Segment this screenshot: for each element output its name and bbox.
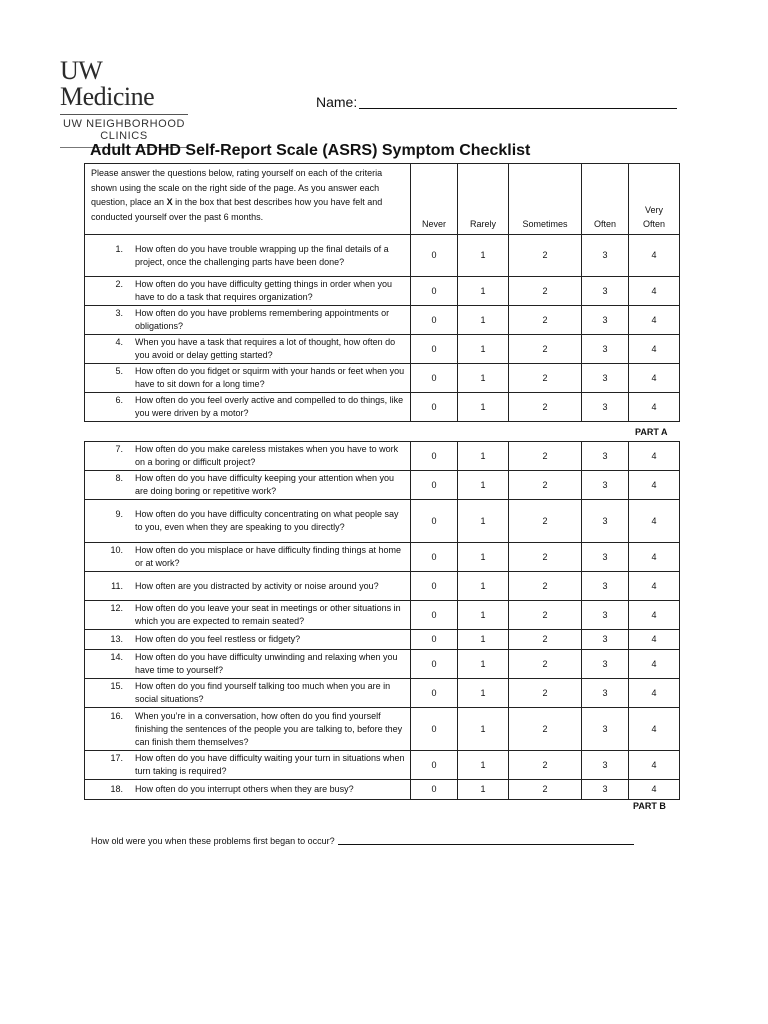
- answer-cell-often[interactable]: 3: [582, 780, 629, 800]
- answer-cell-never[interactable]: 0: [411, 572, 458, 601]
- answer-cell-often[interactable]: 3: [582, 393, 629, 422]
- part-b-table: [84, 441, 680, 800]
- answer-cell-sometimes[interactable]: 2: [509, 277, 582, 306]
- answer-cell-never[interactable]: 0: [411, 780, 458, 800]
- answer-cell-sometimes[interactable]: 2: [509, 650, 582, 679]
- question-row: [85, 708, 680, 751]
- answer-cell-rarely[interactable]: 1: [458, 364, 509, 393]
- question-row: [85, 442, 680, 471]
- answer-cell-very-often[interactable]: 4: [629, 235, 680, 277]
- header-rarely: Rarely: [458, 164, 509, 235]
- answer-cell-very-often[interactable]: 4: [629, 630, 680, 650]
- answer-cell-never[interactable]: 0: [411, 708, 458, 751]
- question-text: How often do you have difficulty keeping your attention when you are doing boring or repetitive work?: [135, 473, 395, 496]
- question-cell: [85, 393, 411, 422]
- answer-cell-often[interactable]: 3: [582, 442, 629, 471]
- question-number: 3.: [115, 308, 123, 318]
- question-text: How often do you have problems remembering appointments or obligations?: [135, 308, 390, 331]
- answer-cell-very-often[interactable]: 4: [629, 500, 680, 543]
- answer-cell-never[interactable]: 0: [411, 335, 458, 364]
- question-cell: [85, 500, 411, 543]
- question-row: [85, 780, 680, 800]
- answer-cell-never[interactable]: 0: [411, 235, 458, 277]
- question-text: How often do you interrupt others when they are busy?: [135, 784, 354, 794]
- question-text: How often do you make careless mistakes when you have to work on a boring or difficult project?: [135, 444, 399, 467]
- header-row: [85, 164, 680, 235]
- answer-cell-very-often[interactable]: 4: [629, 335, 680, 364]
- question-number: 9.: [115, 509, 123, 519]
- question-number: 14.: [110, 652, 123, 662]
- answer-cell-sometimes[interactable]: 2: [509, 500, 582, 543]
- answer-cell-very-often[interactable]: 4: [629, 306, 680, 335]
- question-text: How often do you leave your seat in meetings or other situations in which you are expected to remain seated?: [135, 603, 401, 626]
- answer-cell-very-often[interactable]: 4: [629, 277, 680, 306]
- answer-cell-sometimes[interactable]: 2: [509, 543, 582, 572]
- answer-cell-never[interactable]: 0: [411, 364, 458, 393]
- question-row: [85, 500, 680, 543]
- answer-cell-sometimes[interactable]: 2: [509, 235, 582, 277]
- answer-cell-sometimes[interactable]: 2: [509, 630, 582, 650]
- answer-cell-rarely[interactable]: 1: [458, 650, 509, 679]
- answer-cell-often[interactable]: 3: [582, 601, 629, 630]
- logo-wordmark: UW Medicine: [60, 56, 155, 111]
- question-cell: [85, 630, 411, 650]
- question-number: 2.: [115, 279, 123, 289]
- answer-cell-often[interactable]: 3: [582, 471, 629, 500]
- answer-cell-sometimes[interactable]: 2: [509, 442, 582, 471]
- question-cell: [85, 364, 411, 393]
- answer-cell-rarely[interactable]: 1: [458, 235, 509, 277]
- answer-cell-never[interactable]: 0: [411, 543, 458, 572]
- answer-cell-rarely[interactable]: 1: [458, 679, 509, 708]
- answer-cell-often[interactable]: 3: [582, 306, 629, 335]
- answer-cell-never[interactable]: 0: [411, 471, 458, 500]
- question-cell: [85, 335, 411, 364]
- question-number: 11.: [111, 580, 123, 591]
- answer-cell-sometimes[interactable]: 2: [509, 335, 582, 364]
- question-text: How often do you have trouble wrapping up the final details of a project, once the challenging parts have been done?: [135, 243, 389, 267]
- answer-cell-very-often[interactable]: 4: [629, 780, 680, 800]
- name-label: Name:: [316, 94, 358, 110]
- part-a-label: PART A: [635, 427, 668, 437]
- question-text: How often do you misplace or have difficulty finding things at home or at work?: [135, 545, 401, 568]
- name-blank[interactable]: [359, 94, 677, 109]
- part-b-label: PART B: [633, 801, 666, 811]
- question-number: 4.: [115, 337, 123, 347]
- answer-cell-very-often[interactable]: 4: [629, 708, 680, 751]
- answer-cell-very-often[interactable]: 4: [629, 393, 680, 422]
- question-number: 17.: [110, 753, 123, 763]
- question-text: How often do you fidget or squirm with your hands or feet when you have to sit down for a long time?: [135, 366, 405, 389]
- answer-cell-sometimes[interactable]: 2: [509, 751, 582, 780]
- logo-subtitle-line2: CLINICS: [100, 130, 148, 142]
- part-a-table: [84, 163, 680, 422]
- answer-cell-never[interactable]: 0: [411, 679, 458, 708]
- question-text: When you have a task that requires a lot of thought, how often do you avoid or delay getting started?: [135, 337, 396, 360]
- answer-cell-often[interactable]: 3: [582, 650, 629, 679]
- answer-cell-rarely[interactable]: 1: [458, 630, 509, 650]
- answer-cell-rarely[interactable]: 1: [458, 500, 509, 543]
- answer-cell-very-often[interactable]: 4: [629, 679, 680, 708]
- answer-cell-very-often[interactable]: 4: [629, 650, 680, 679]
- question-text: How often do you have difficulty waiting your turn in situations when turn taking is required?: [135, 753, 405, 776]
- answer-cell-rarely[interactable]: 1: [458, 601, 509, 630]
- answer-cell-rarely[interactable]: 1: [458, 335, 509, 364]
- answer-cell-rarely[interactable]: 1: [458, 471, 509, 500]
- question-cell: [85, 679, 411, 708]
- answer-cell-never[interactable]: 0: [411, 306, 458, 335]
- question-number: 7.: [115, 444, 123, 454]
- header-sometimes: Sometimes: [509, 164, 582, 235]
- question-row: [85, 650, 680, 679]
- question-cell: [85, 780, 411, 800]
- question-text: How often do you have difficulty unwinding and relaxing when you have time to yourself?: [135, 652, 398, 675]
- question-number: 8.: [115, 473, 123, 483]
- answer-cell-often[interactable]: 3: [582, 277, 629, 306]
- answer-cell-very-often[interactable]: 4: [629, 543, 680, 572]
- question-number: 15.: [110, 681, 123, 691]
- question-number: 13.: [110, 634, 123, 644]
- answer-cell-sometimes[interactable]: 2: [509, 572, 582, 601]
- question-cell: [85, 442, 411, 471]
- question-cell: [85, 708, 411, 751]
- answer-cell-rarely[interactable]: 1: [458, 277, 509, 306]
- answer-cell-sometimes[interactable]: 2: [509, 601, 582, 630]
- header-very-often: Very Often: [629, 164, 680, 235]
- answer-cell-often[interactable]: 3: [582, 543, 629, 572]
- question-row: [85, 306, 680, 335]
- header-never: Never: [411, 164, 458, 235]
- answer-cell-often[interactable]: 3: [582, 500, 629, 543]
- answer-cell-never[interactable]: 0: [411, 277, 458, 306]
- answer-cell-very-often[interactable]: 4: [629, 442, 680, 471]
- question-cell: [85, 601, 411, 630]
- answer-cell-often[interactable]: 3: [582, 708, 629, 751]
- answer-cell-sometimes[interactable]: 2: [509, 471, 582, 500]
- question-number: 5.: [115, 366, 123, 376]
- question-text: How often do you find yourself talking too much when you are in social situations?: [135, 681, 391, 704]
- answer-cell-sometimes[interactable]: 2: [509, 679, 582, 708]
- instructions: Please answer the questions below, rating yourself on each of the criteria shown using the scale on the right side of the page. As you answer each question, place an X in the box that best describes how you have felt and conducted yourself over the past 6 months.: [85, 164, 411, 235]
- question-cell: [85, 543, 411, 572]
- question-row: [85, 751, 680, 780]
- answer-cell-never[interactable]: 0: [411, 630, 458, 650]
- page-title: Adult ADHD Self-Report Scale (ASRS) Symptom Checklist: [90, 142, 531, 159]
- uw-medicine-logo: [60, 58, 190, 148]
- logo-divider: [60, 114, 188, 115]
- question-number: 6.: [115, 395, 123, 405]
- answer-cell-sometimes[interactable]: 2: [509, 306, 582, 335]
- question-text: When you’re in a conversation, how often do you find yourself finishing the sentences of the people you are talking to, before they can finish them themselves?: [135, 710, 403, 747]
- question-cell: [85, 235, 411, 277]
- question-row: [85, 235, 680, 277]
- answer-cell-often[interactable]: 3: [582, 335, 629, 364]
- answer-cell-often[interactable]: 3: [582, 572, 629, 601]
- question-cell: [85, 306, 411, 335]
- answer-cell-never[interactable]: 0: [411, 393, 458, 422]
- question-text: How often do you feel overly active and compelled to do things, like you were driven by a motor?: [135, 395, 404, 418]
- question-row: [85, 277, 680, 306]
- question-text: How often are you distracted by activity or noise around you?: [135, 580, 379, 591]
- answer-cell-rarely[interactable]: 1: [458, 751, 509, 780]
- answer-cell-rarely[interactable]: 1: [458, 572, 509, 601]
- question-cell: [85, 650, 411, 679]
- question-text: How often do you have difficulty getting things in order when you have to do a task that requires organization?: [135, 279, 392, 302]
- question-number: 1.: [115, 243, 123, 254]
- question-cell: [85, 751, 411, 780]
- answer-cell-never[interactable]: 0: [411, 601, 458, 630]
- answer-cell-often[interactable]: 3: [582, 751, 629, 780]
- answer-cell-rarely[interactable]: 1: [458, 393, 509, 422]
- question-number: 12.: [110, 603, 123, 613]
- onset-age-label: How old were you when these problems first began to occur?: [91, 836, 335, 846]
- question-row: [85, 471, 680, 500]
- answer-cell-never[interactable]: 0: [411, 500, 458, 543]
- question-number: 18.: [110, 784, 123, 794]
- answer-cell-never[interactable]: 0: [411, 650, 458, 679]
- answer-cell-never[interactable]: 0: [411, 751, 458, 780]
- answer-cell-very-often[interactable]: 4: [629, 751, 680, 780]
- answer-cell-often[interactable]: 3: [582, 630, 629, 650]
- question-text: How often do you have difficulty concentrating on what people say to you, even when they are speaking to you directly?: [135, 509, 399, 532]
- answer-cell-very-often[interactable]: 4: [629, 601, 680, 630]
- question-row: [85, 543, 680, 572]
- question-cell: [85, 572, 411, 601]
- question-cell: [85, 277, 411, 306]
- question-row: [85, 601, 680, 630]
- answer-cell-sometimes[interactable]: 2: [509, 780, 582, 800]
- answer-cell-rarely[interactable]: 1: [458, 543, 509, 572]
- question-row: [85, 572, 680, 601]
- answer-cell-often[interactable]: 3: [582, 679, 629, 708]
- answer-cell-sometimes[interactable]: 2: [509, 393, 582, 422]
- answer-cell-often[interactable]: 3: [582, 235, 629, 277]
- name-field: [316, 94, 677, 110]
- logo-subtitle-line1: UW NEIGHBORHOOD: [62, 118, 186, 130]
- answer-cell-rarely[interactable]: 1: [458, 780, 509, 800]
- answer-cell-sometimes[interactable]: 2: [509, 364, 582, 393]
- answer-cell-very-often[interactable]: 4: [629, 364, 680, 393]
- answer-cell-rarely[interactable]: 1: [458, 306, 509, 335]
- answer-cell-very-often[interactable]: 4: [629, 471, 680, 500]
- question-row: [85, 679, 680, 708]
- question-row: [85, 630, 680, 650]
- answer-cell-very-often[interactable]: 4: [629, 572, 680, 601]
- answer-cell-rarely[interactable]: 1: [458, 708, 509, 751]
- answer-cell-rarely[interactable]: 1: [458, 442, 509, 471]
- question-number: 10.: [110, 545, 123, 555]
- question-text: How often do you feel restless or fidgety?: [135, 634, 301, 644]
- answer-cell-sometimes[interactable]: 2: [509, 708, 582, 751]
- onset-age-blank[interactable]: [338, 835, 634, 845]
- answer-cell-never[interactable]: 0: [411, 442, 458, 471]
- question-row: [85, 364, 680, 393]
- question-row: [85, 393, 680, 422]
- question-number: 16.: [110, 710, 123, 721]
- header-often: Often: [582, 164, 629, 235]
- question-row: [85, 335, 680, 364]
- question-cell: [85, 471, 411, 500]
- answer-cell-often[interactable]: 3: [582, 364, 629, 393]
- onset-age-question: [91, 835, 634, 846]
